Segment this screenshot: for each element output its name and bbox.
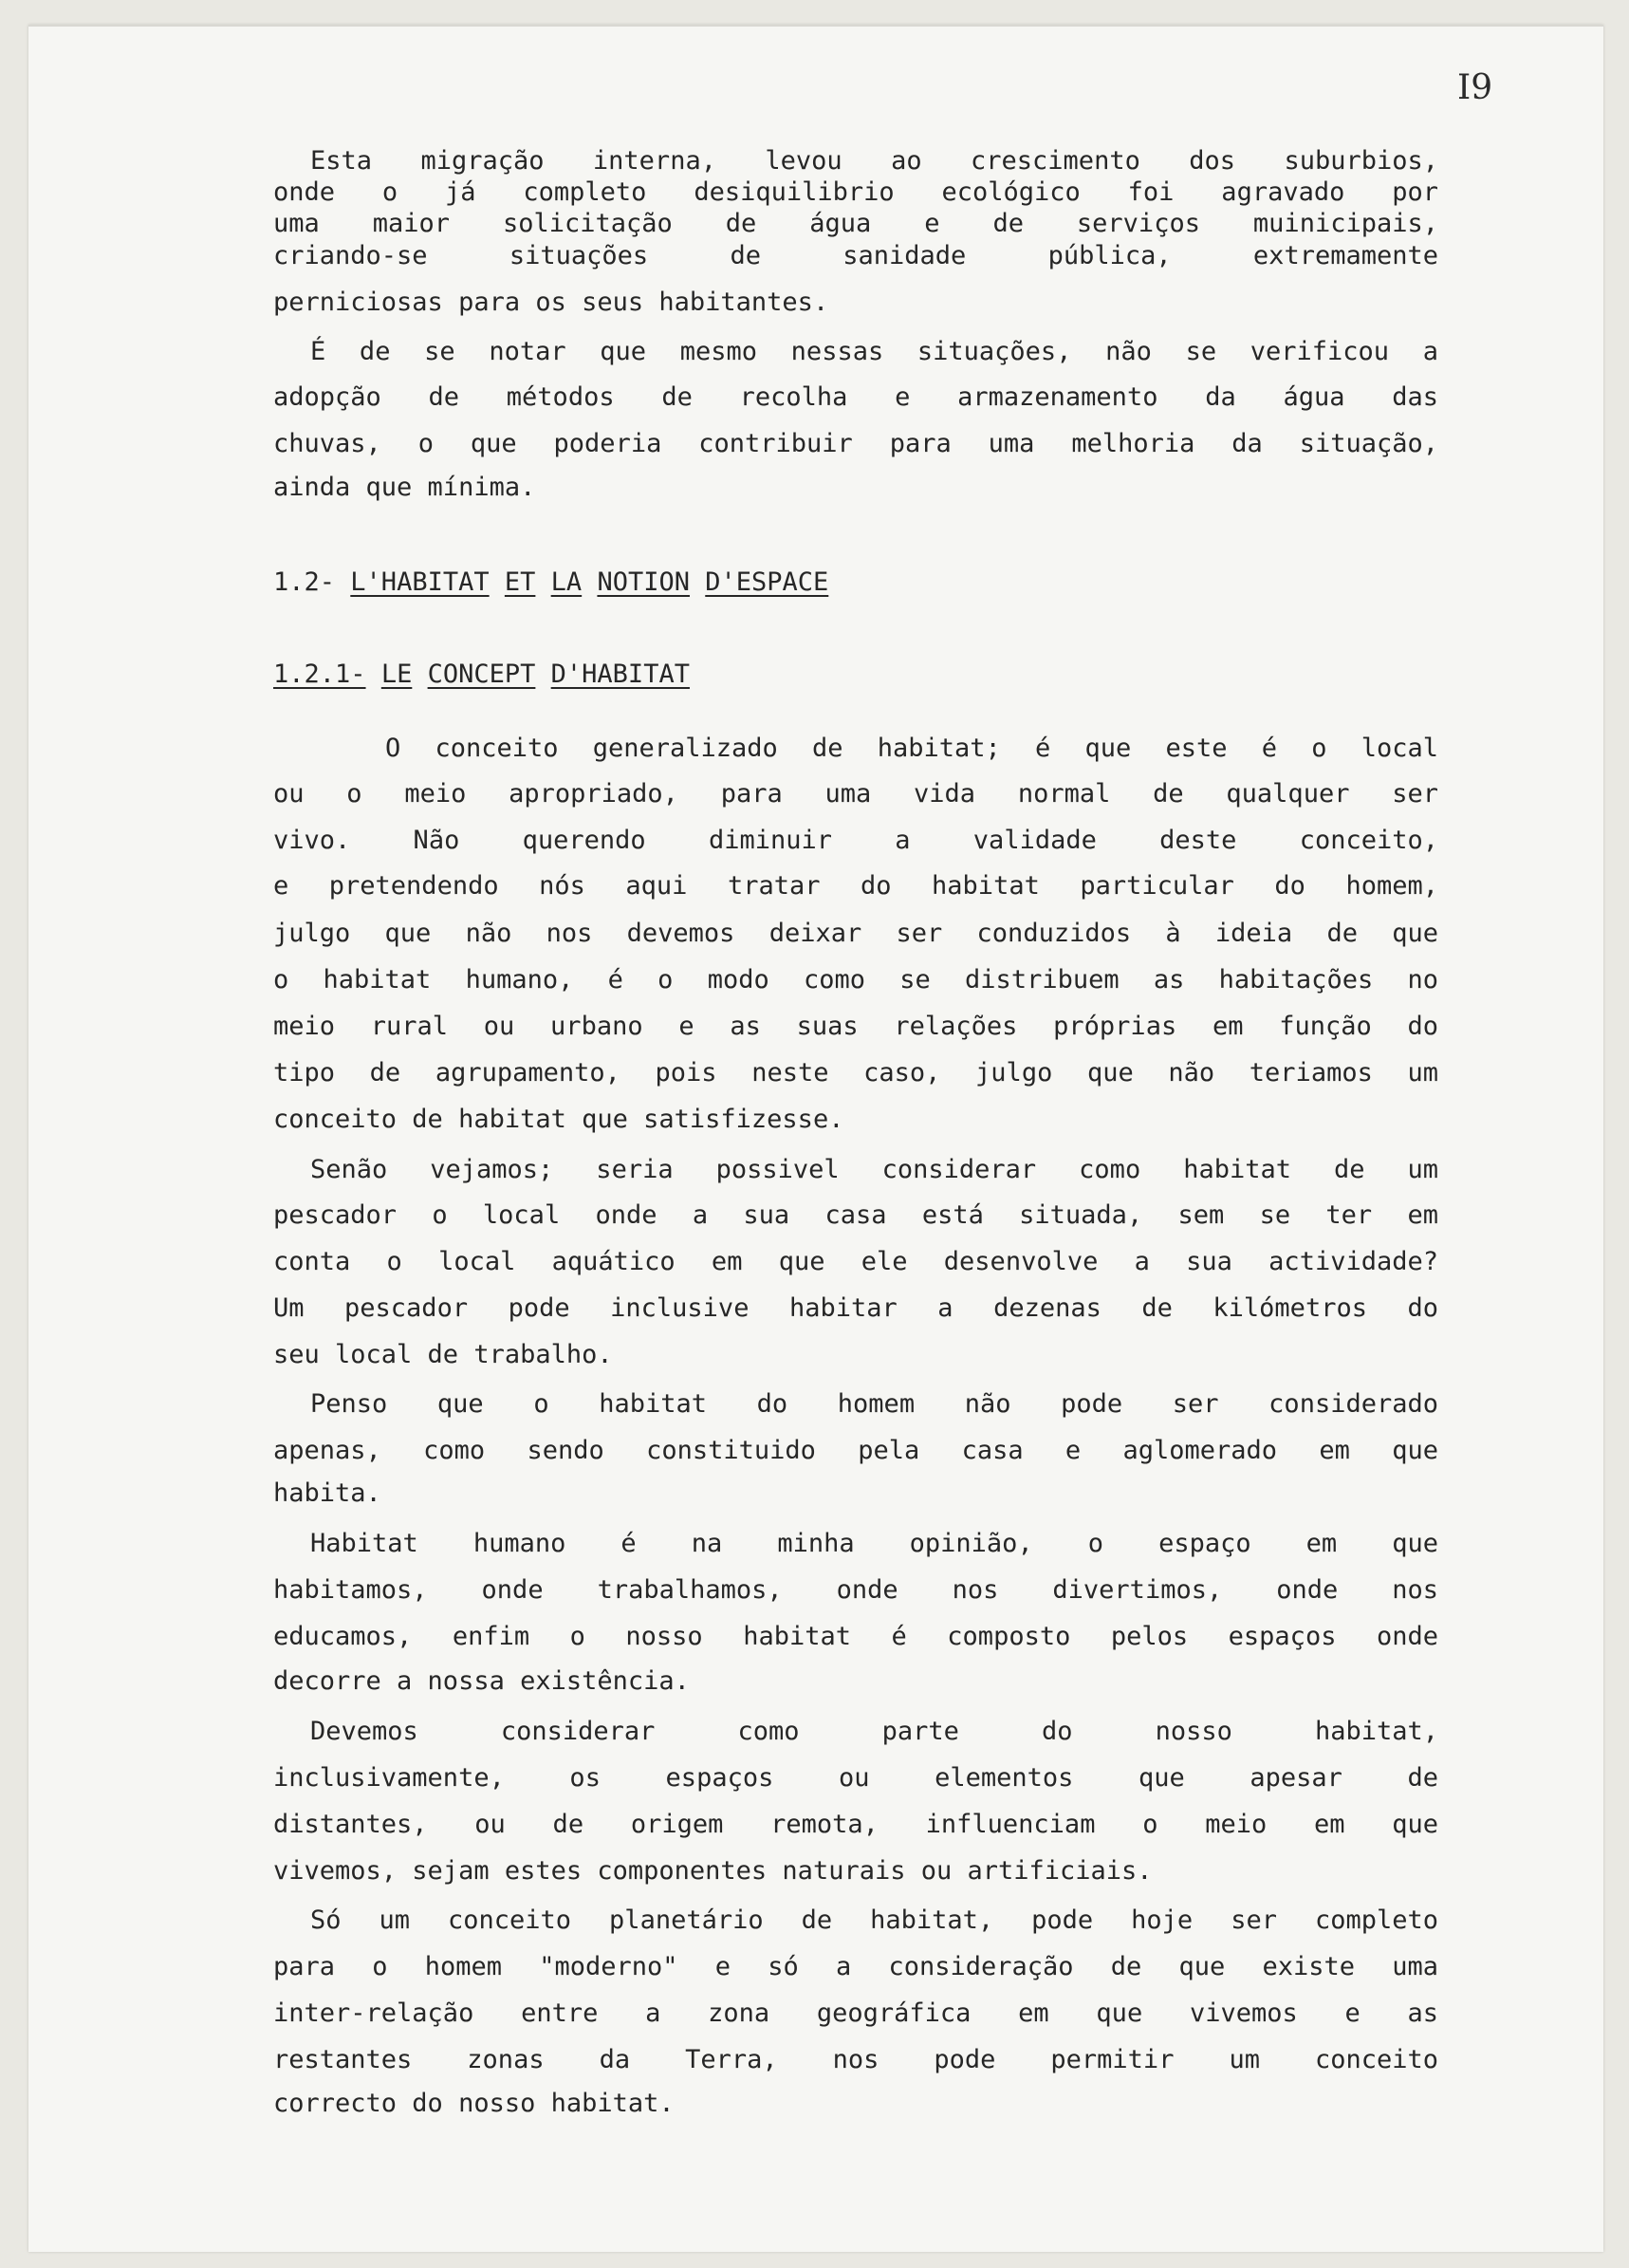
text-line: seu local de trabalho.	[273, 1340, 613, 1369]
text-line: Esta migração interna, levou ao crescimento dos suburbios,	[310, 146, 1438, 176]
text-line: O conceito generalizado de habitat; é que este é o local	[385, 734, 1438, 763]
text-line: É de se notar que mesmo nessas situações, não se verificou a	[310, 337, 1438, 366]
text-line: apenas, como sendo constituido pela casa e aglomerado em que	[273, 1436, 1438, 1465]
text-line: chuvas, o que poderia contribuir para uma melhoria da situação,	[273, 429, 1438, 458]
text-line: inclusivamente, os espaços ou elementos que apesar de	[273, 1763, 1438, 1793]
text-line: vivo. Não querendo diminuir a validade deste conceito,	[273, 826, 1438, 855]
text-line: Senão vejamos; seria possivel considerar como habitat de um	[310, 1155, 1438, 1184]
section-title-word: D'ESPACE	[705, 567, 829, 597]
text-line: e pretendendo nós aqui tratar do habitat particular do homem,	[273, 871, 1438, 901]
text-line: Só um conceito planetário de habitat, pode hoje ser completo	[310, 1905, 1438, 1935]
text-line: conceito de habitat que satisfizesse.	[273, 1105, 844, 1134]
subsection-number: 1.2.1-	[273, 660, 366, 689]
section-title-word: NOTION	[597, 567, 690, 597]
text-line: meio rural ou urbano e as suas relações próprias em função do	[273, 1012, 1438, 1041]
text-line: inter-relação entre a zona geográfica em que vivemos e as	[273, 1998, 1438, 2028]
subsection-title-word: D'HABITAT	[550, 660, 690, 689]
text-line: ou o meio apropriado, para uma vida normal de qualquer ser	[273, 779, 1438, 809]
text-line: conta o local aquático em que ele desenvolve a sua actividade?	[273, 1247, 1438, 1276]
text-line: correcto do nosso habitat.	[273, 2089, 675, 2118]
text-line: ainda que mínima.	[273, 473, 536, 502]
text-line: adopção de métodos de recolha e armazenamento da água das	[273, 382, 1438, 412]
text-line: julgo que não nos devemos deixar ser conduzidos à ideia de que	[273, 919, 1438, 948]
section-title-word: LA	[550, 567, 583, 597]
text-line: perniciosas para os seus habitantes.	[273, 288, 829, 317]
text-line: Devemos considerar como parte do nosso habitat,	[310, 1717, 1438, 1746]
text-line: decorre a nossa existência.	[273, 1666, 690, 1696]
text-line: habitamos, onde trabalhamos, onde nos divertimos, onde nos	[273, 1575, 1438, 1605]
text-line: Um pescador pode inclusive habitar a dezenas de kilómetros do	[273, 1293, 1438, 1323]
text-line: habita.	[273, 1478, 381, 1508]
text-line: criando-se situações de sanidade pública, extremamente	[273, 241, 1438, 270]
text-line: distantes, ou de origem remota, influenciam o meio em que	[273, 1810, 1438, 1839]
subsection-title-word: CONCEPT	[427, 660, 536, 689]
subsection-title-word: LE	[380, 660, 413, 689]
text-line: o habitat humano, é o modo como se distribuem as habitações no	[273, 965, 1438, 995]
text-line: educamos, enfim o nosso habitat é composto pelos espaços onde	[273, 1622, 1438, 1651]
text-line: Habitat humano é na minha opinião, o espaço em que	[310, 1529, 1438, 1558]
text-line: uma maior solicitação de água e de serviços muinicipais,	[273, 209, 1438, 238]
text-line: tipo de agrupamento, pois neste caso, julgo que não teriamos um	[273, 1058, 1438, 1088]
text-line: Penso que o habitat do homem não pode ser considerado	[310, 1389, 1438, 1419]
section-number: 1.2-	[273, 567, 336, 597]
text-line: vivemos, sejam estes componentes naturais ou artificiais.	[273, 1856, 1153, 1886]
section-title-word: L'HABITAT	[350, 567, 490, 597]
text-line: pescador o local onde a sua casa está situada, sem se ter em	[273, 1200, 1438, 1230]
section-title-word: ET	[504, 567, 536, 597]
text-line: onde o já completo desiquilibrio ecológico foi agravado por	[273, 177, 1438, 207]
subsection-heading	[273, 659, 690, 691]
text-line: restantes zonas da Terra, nos pode permitir um conceito	[273, 2045, 1438, 2074]
text-line: para o homem "moderno" e só a consideração de que existe uma	[273, 1952, 1438, 1981]
page-number: I9	[1457, 68, 1493, 107]
section-heading	[273, 567, 828, 599]
